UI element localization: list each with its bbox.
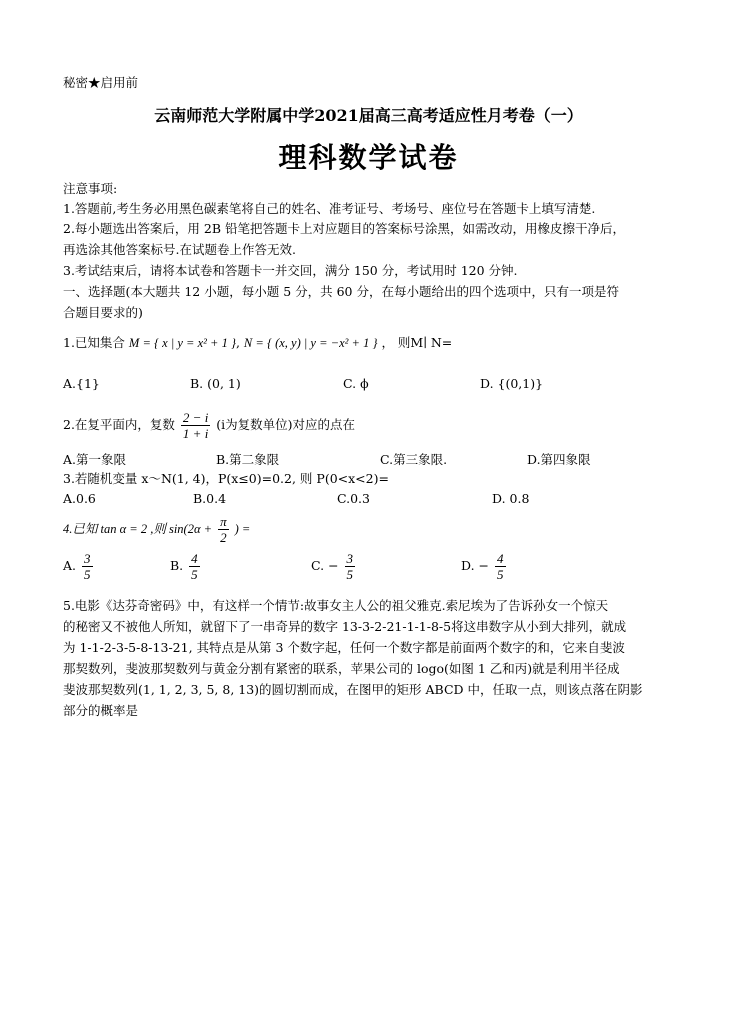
- q2-fraction: [181, 410, 210, 441]
- q4-pi-denominator: 2: [220, 530, 227, 545]
- q4-pi-fraction: [218, 514, 229, 545]
- question-4: [63, 512, 250, 546]
- q5-line-6: 部分的概率是: [63, 703, 139, 718]
- note-1: 1.答题前,考生务必用黑色碳素笔将自己的姓名、准考证号、考场号、座位号在答题卡上填写清楚.: [63, 201, 596, 216]
- q2-option-a: A.第一象限: [63, 452, 127, 467]
- q2-suffix: (i为复数单位)对应的点在: [216, 417, 356, 432]
- q4-option-d-sign: −: [478, 558, 490, 573]
- question-1: 1.已知集合 M = { x | y = x² + 1 }, N = { (x, y) | y = −x² + 1 } ， 则M∣ N=: [63, 335, 453, 350]
- q4-option-c-fraction: [345, 551, 356, 582]
- q2-numerator: 2 − i: [182, 410, 209, 425]
- q4-option-d-label: D.: [461, 558, 475, 573]
- question-2: [63, 408, 355, 442]
- q3-option-c: C.0.3: [337, 491, 370, 506]
- q4-option-d-fraction: [495, 551, 506, 582]
- q1-option-c: C. ϕ: [343, 376, 369, 391]
- q4-option-b-den: 5: [191, 567, 198, 582]
- q4-option-b-label: B.: [170, 558, 184, 573]
- q4-option-a-den: 5: [84, 567, 91, 582]
- q4-option-a-fraction: [82, 551, 93, 582]
- q4-prefix: 4.已知 tan α = 2 ,则 sin(2α +: [63, 522, 213, 536]
- q4-option-b-num: 4: [191, 551, 198, 566]
- q5-line-4: 那契数列，斐波那契数列与黄金分割有紧密的联系，苹果公司的 logo(如图 1 乙和丙)就是利用半径成: [63, 661, 620, 676]
- q2-prefix: 2.在复平面内，复数: [63, 417, 175, 432]
- q1-option-d: D. {(0,1)}: [480, 376, 544, 391]
- q4-option-a-label: A.: [63, 558, 77, 573]
- q1-prefix: 1.已知集合: [63, 335, 125, 350]
- q4-option-b: [170, 551, 202, 582]
- subject-title: 理科数学试卷: [278, 141, 459, 174]
- note-3: 3.考试结束后，请将本试卷和答题卡一并交回，满分 150 分，考试用时 120 分钟.: [63, 263, 518, 278]
- q3-option-d: D. 0.8: [492, 491, 530, 506]
- q5-line-3: 为 1-1-2-3-5-8-13-21, 其特点是从第 3 个数字起，任何一个数字都是前面两个数字的和，它来自斐波: [63, 640, 625, 655]
- q2-option-b: B.第二象限: [216, 452, 280, 467]
- q1-set-n: N = { (x, y) | y = −x² + 1 }: [243, 336, 378, 350]
- q4-option-c-label: C.: [311, 558, 325, 573]
- note-2-line-1: 2.每小题选出答案后，用 2B 铅笔把答题卡上对应题目的答案标号涂黑，如需改动，用橡皮擦干净后，: [63, 221, 626, 236]
- q5-line-1: 5.电影《达芬奇密码》中，有这样一个情节:故事女主人公的祖父雅克.索尼埃为了告诉孙女一个惊天: [63, 598, 609, 613]
- notes-title: 注意事项:: [63, 181, 118, 196]
- q2-denominator: 1 + i: [182, 426, 209, 441]
- q3-option-b: B.0.4: [193, 491, 227, 506]
- q4-option-d: [461, 551, 508, 582]
- q5-line-2: 的秘密又不被他人所知，就留下了一串奇异的数字 13-3-2-21-1-1-8-5将这串数字从小到大排列，就成: [63, 619, 627, 634]
- question-3: 3.若随机变量 x～N(1, 4)，P(x≤0)=0.2, 则 P(0<x<2)=: [63, 471, 389, 486]
- q4-option-a: [63, 551, 95, 582]
- q4-option-b-fraction: [189, 551, 200, 582]
- q3-option-a: A.0.6: [63, 491, 96, 506]
- q1-option-a: A.{1}: [63, 376, 100, 391]
- q1-set-m: M = { x | y = x² + 1 }: [128, 336, 236, 350]
- classified-label: 秘密★启用前: [63, 75, 139, 90]
- note-2-line-2: 再选涂其他答案标号.在试题卷上作答无效.: [63, 242, 296, 257]
- q1-option-b: B. (0, 1): [190, 376, 241, 391]
- q4-suffix: ) =: [234, 522, 251, 536]
- q4-option-a-num: 3: [84, 551, 91, 566]
- q4-option-c-num: 3: [346, 551, 354, 566]
- q4-option-d-num: 4: [497, 551, 504, 566]
- q1-suffix: ， 则M∣ N=: [381, 335, 453, 350]
- q2-option-c: C.第三象限.: [380, 452, 448, 467]
- section-1-line-1: 一、选择题(本大题共 12 小题，每小题 5 分，共 60 分，在每小题给出的四个选项中，只有一项是符: [63, 284, 619, 299]
- section-1-line-2: 合题目要求的): [63, 305, 143, 320]
- q2-option-d: D.第四象限: [527, 452, 591, 467]
- q4-option-c-sign: −: [328, 558, 339, 573]
- q4-option-c: [311, 551, 357, 582]
- school-title: 云南师范大学附属中学2021届高三高考适应性月考卷（一）: [154, 106, 583, 125]
- q4-option-d-den: 5: [497, 567, 504, 582]
- q5-line-5: 斐波那契数列(1, 1, 2, 3, 5, 8, 13)的圆切割而成，在图甲的矩形 ABCD 中，任取一点，则该点落在阴影: [63, 682, 643, 697]
- q4-option-c-den: 5: [346, 567, 354, 582]
- q4-pi-numerator: π: [220, 514, 227, 529]
